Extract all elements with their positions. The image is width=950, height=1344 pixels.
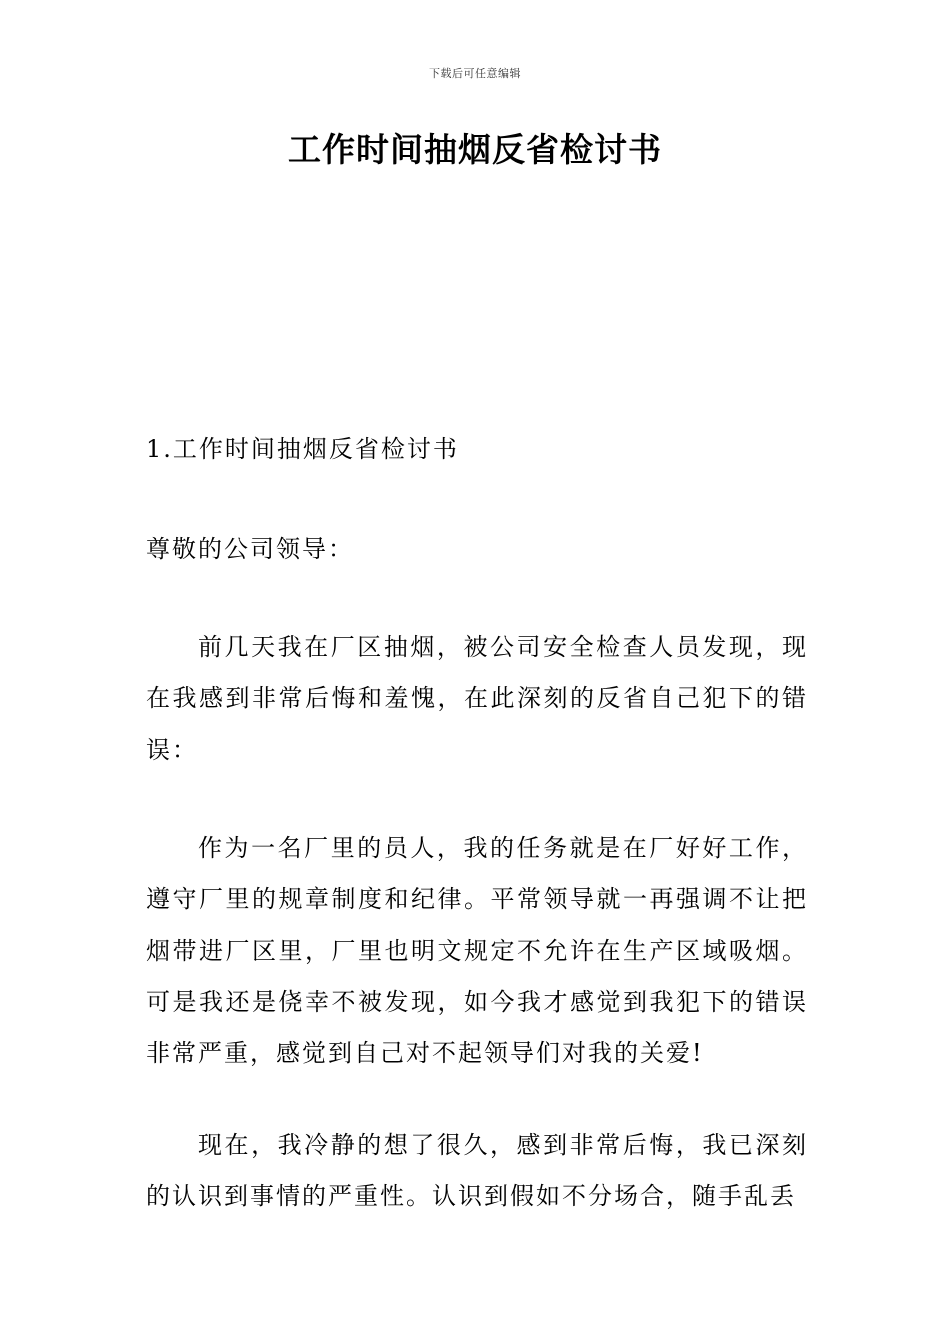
- paragraph: 现在，我冷静的想了很久，感到非常后悔，我已深刻的认识到事情的严重性。认识到假如不分场合，随手乱丢: [146, 1131, 808, 1211]
- section-heading: 1.工作时间抽烟反省检讨书: [146, 435, 459, 463]
- paragraph: 作为一名厂里的员人，我的任务就是在厂好好工作，遵守厂里的规章制度和纪律。平常领导就一再强调不让把烟带进厂区里，厂里也明文规定不允许在生产区域吸烟。可是我还是侥幸不被发现，如今我才感觉到我犯下的错误非常严重，感觉到自己对不起领导们对我的关爱!: [146, 834, 808, 1068]
- header-note: 下载后可任意编辑: [429, 67, 521, 80]
- document-title: 工作时间抽烟反省检讨书: [288, 130, 662, 169]
- salutation: 尊敬的公司领导：: [146, 535, 354, 563]
- paragraph: 前几天我在厂区抽烟，被公司安全检查人员发现，现在我感到非常后悔和羞愧，在此深刻的反省自己犯下的错误：: [146, 633, 808, 764]
